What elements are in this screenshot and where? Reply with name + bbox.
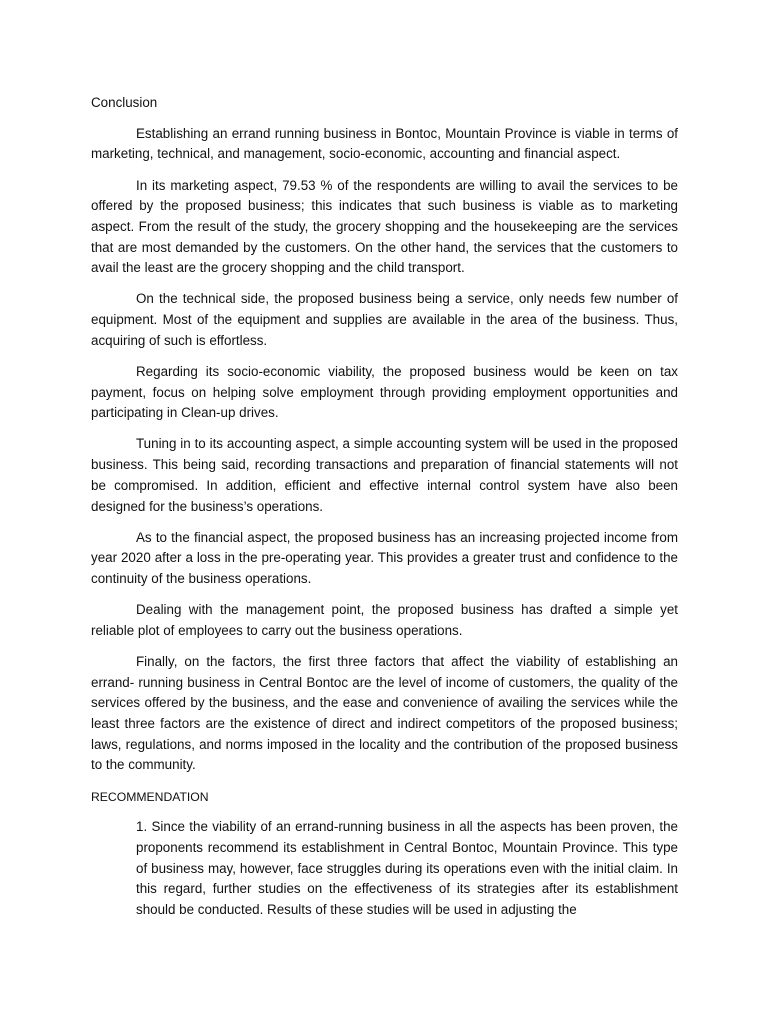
- recommendation-heading: RECOMMENDATION: [91, 789, 209, 804]
- conclusion-paragraph: Dealing with the management point, the proposed business has drafted a simple yet reliable plot of employees to carry out the business operations.: [91, 602, 678, 638]
- conclusion-paragraph: Regarding its socio-economic viability, the proposed business would be keen on tax payment, focus on helping solve employment through providing employment opportunities and participating in Clean-up drives.: [91, 363, 678, 421]
- conclusion-paragraph: Finally, on the factors, the first three factors that affect the viability of establishing an errand- running business in Central Bontoc are the level of income of customers, the quality of the services offered by the business, and the ease and convenience of availing the services while the least three factors are the existence of direct and indirect competitors of the proposed business; laws, regulations, and norms imposed in the locality and the contribution of the proposed business to the community.: [91, 653, 678, 773]
- document-body: [91, 93, 678, 921]
- conclusion-paragraph: Establishing an errand running business in Bontoc, Mountain Province is viable in terms of marketing, technical, and management, socio-economic, accounting and financial aspect.: [91, 125, 678, 162]
- conclusion-paragraph: In its marketing aspect, 79.53 % of the respondents are willing to avail the services to be offered by the proposed business; this indicates that such business is viable as to marketing aspect. From the result of the study, the grocery shopping and the housekeeping are the services that are most demanded by the customers. On the other hand, the services that the customers to avail the least are the grocery shopping and the child transport.: [91, 177, 678, 276]
- conclusion-paragraph: On the technical side, the proposed business being a service, only needs few number of equipment. Most of the equipment and supplies are available in the area of the business. Thus, acquiring of such is effortless.: [91, 291, 678, 348]
- conclusion-paragraph: As to the financial aspect, the proposed business has an increasing projected income from year 2020 after a loss in the pre-operating year. This provides a greater trust and confidence to the continuity of the business operations.: [91, 529, 678, 587]
- recommendation-item: 1. Since the viability of an errand-running business in all the aspects has been proven, the proponents recommend its establishment in Central Bontoc, Mountain Province. This type of business may, however, face struggles during its operations even with the initial claim. In this regard, further studies on the effectiveness of its strategies after its establishment should be conducted. Results of these studies will be used in adjusting the: [136, 819, 678, 918]
- conclusion-heading: Conclusion: [91, 95, 158, 110]
- conclusion-paragraph: Tuning in to its accounting aspect, a simple accounting system will be used in the proposed business. This being said, recording transactions and preparation of financial statements will not be compromised. In addition, efficient and effective internal control system have also been designed for the business’s operations.: [91, 436, 678, 514]
